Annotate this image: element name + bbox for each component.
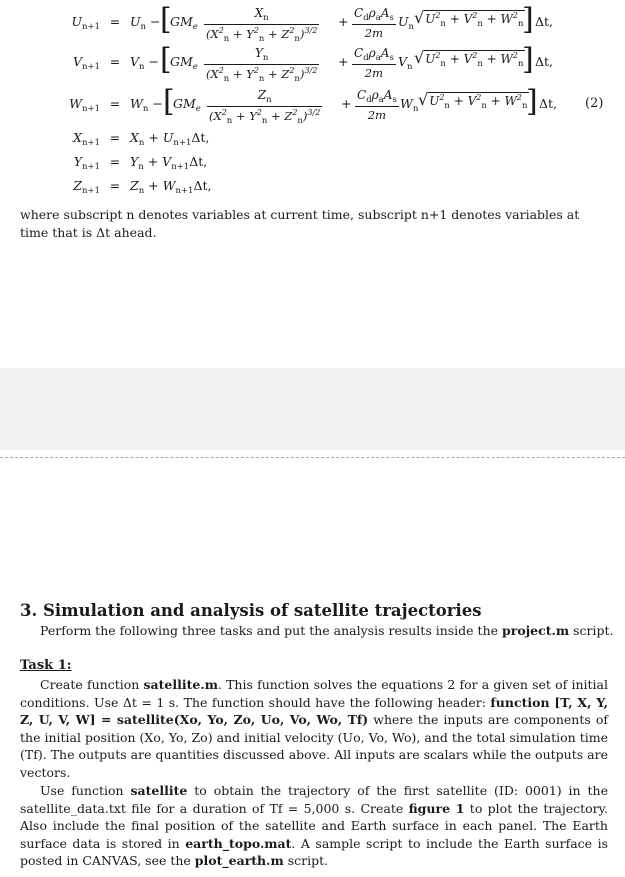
task1-paragraph-2: Use function satellite to obtain the trajectory of the first satellite (ID: 0001) in the satellite_data.txt file for a duration of Tf = 5,000 s. Create figure 1 to plot the trajectory. Also include the final position of the satellite and Earth surface in each panel. The Earth surface data is stored in earth_topo.mat. A sample script to include the Earth surface is posted in CANVAS, see the plot_earth.m script. <box>20 783 609 868</box>
drag-fraction: $C_d\rho_aA_s$ 2m <box>354 6 394 40</box>
gravity-constant: $GM_e$ <box>170 14 198 32</box>
time-step: Δt, <box>539 96 558 111</box>
time-step: Δt, <box>535 14 554 29</box>
equals-sign: = <box>109 14 121 29</box>
gravity-fraction: $Y_n$ $(X^2_n + Y^2_n + Z^2_n)^{3/2}$ <box>206 46 318 84</box>
eq-term-current: $W_n$ − <box>130 96 163 114</box>
open-bracket: [ <box>163 84 175 119</box>
velocity-component: $V_n$ <box>398 54 413 72</box>
task1-paragraph-1: Create function satellite.m. This function solves the equations 2 for a given set of initial conditions. Use Δt = 1 s. The function should have the following header: function [T, X, Y, Z, U, V, W] = satellite(Xo, Yo, Zo, Uo, Vo, Wo, Tf) where the inputs are components of the initial position (Xo, Yo, Zo) and initial velocity (Uo, Vo, Wo), and the total simulation time (Tf). The outputs are quantities discussed above. All inputs are scalars while the outputs are vectors. <box>20 677 608 780</box>
close-bracket: ] <box>526 84 538 119</box>
page-break-line <box>0 457 625 458</box>
equation-z: $Z_{n+1}$ = $Z_n + W_{n+1}\Delta t$, <box>73 178 212 196</box>
equals-sign: = <box>109 154 121 169</box>
equals-sign: = <box>109 54 121 69</box>
speed-sqrt: $√U^2_n + V^2_n + W^2_n$ <box>414 8 524 29</box>
speed-sqrt: $√U^2_n + V^2_n + W^2_n$ <box>414 48 524 69</box>
equation-w: $W_{n+1}$ = $W_n$ − [ $GM_e$ $Z_n$ $(X^2_n + Y^2_n + Z^2_n)^{3/2}$ + $C_d\rho_aA_s$ 2m $W_n$ $√U^2_n + V^2_n + W^2_n$ ] Δt, <box>0 88 625 118</box>
eq-term-current: $U_n$ − <box>130 14 161 32</box>
equation-x: $X_{n+1}$ = $X_n + U_{n+1}\Delta t$, <box>73 130 210 148</box>
eq-lhs: $V_{n+1}$ <box>72 54 100 72</box>
open-bracket: [ <box>160 2 172 37</box>
page-gap-top <box>0 368 625 450</box>
equals-sign: = <box>109 178 121 193</box>
equation-v: $V_{n+1}$ = $V_n$ − [ $GM_e$ $Y_n$ $(X^2_n + Y^2_n + Z^2_n)^{3/2}$ + $C_d\rho_aA_s$ 2m $V_n$ $√U^2_n + V^2_n + W^2_n$ ] Δt, <box>0 46 625 76</box>
explanation-paragraph: where subscript n denotes variables at current time, subscript n+1 denotes variables at time that is Δt ahead. <box>20 207 580 240</box>
close-bracket: ] <box>522 42 534 77</box>
drag-fraction: $C_d\rho_aA_s$ 2m <box>357 88 397 122</box>
velocity-component: $U_n$ <box>398 14 415 32</box>
section-title: 3. Simulation and analysis of satellite trajectories <box>20 601 482 620</box>
gravity-fraction: $X_n$ $(X^2_n + Y^2_n + Z^2_n)^{3/2}$ <box>206 6 318 44</box>
velocity-component: $W_n$ <box>400 96 419 114</box>
time-step: Δt, <box>535 54 554 69</box>
speed-sqrt: $√U^2_n + V^2_n + W^2_n$ <box>418 90 528 111</box>
gravity-constant: $GM_e$ <box>170 54 198 72</box>
close-bracket: ] <box>522 2 534 37</box>
drag-fraction: $C_d\rho_aA_s$ 2m <box>354 46 394 80</box>
open-bracket: [ <box>160 42 172 77</box>
equals-sign: = <box>109 130 121 145</box>
equation-u: $U_{n+1}$ = $U_n$ − [ $GM_e$ $X_n$ $(X^2_n + Y^2_n + Z^2_n)^{3/2}$ + $C_d\rho_aA_s$ 2m $U_n$ $√U^2_n + V^2_n + W^2_n$ ] Δt, <box>0 6 625 36</box>
equals-sign: = <box>109 96 121 111</box>
eq-lhs: $U_{n+1}$ <box>71 14 100 32</box>
equation-y: $Y_{n+1}$ = $Y_n + V_{n+1}\Delta t$, <box>73 154 208 172</box>
gravity-constant: $GM_e$ <box>173 96 201 114</box>
gravity-fraction: $Z_n$ $(X^2_n + Y^2_n + Z^2_n)^{3/2}$ <box>209 88 321 126</box>
eq-lhs: $W_{n+1}$ <box>69 96 100 114</box>
eq-term-current: $V_n$ − <box>130 54 159 72</box>
equation-number: (2) <box>585 96 604 111</box>
section-intro: Perform the following three tasks and put the analysis results inside the project.m script. <box>40 623 614 638</box>
task-label: Task 1: <box>20 658 72 673</box>
